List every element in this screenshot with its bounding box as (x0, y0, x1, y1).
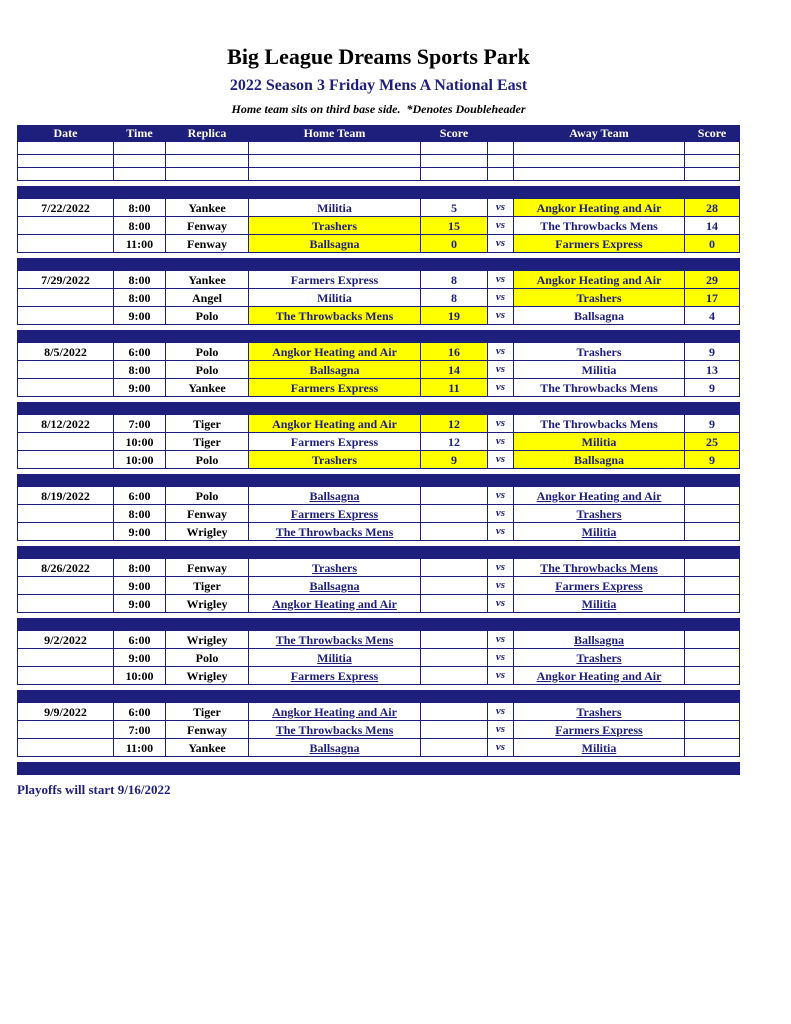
vs-cell: vs (488, 487, 514, 505)
replica-cell: Fenway (166, 505, 249, 523)
replica-cell: Polo (166, 451, 249, 469)
date-cell (18, 451, 114, 469)
away-team-cell (514, 155, 685, 168)
header-time: Time (114, 125, 166, 142)
away-score-cell: 9 (685, 451, 740, 469)
vs-cell: vs (488, 721, 514, 739)
time-cell: 6:00 (114, 631, 166, 649)
separator-row (17, 330, 740, 343)
schedule-row (17, 667, 740, 685)
away-team-cell: Trashers (514, 649, 685, 667)
separator-row (17, 474, 740, 487)
vs-cell: vs (488, 415, 514, 433)
date-cell: 8/12/2022 (18, 415, 114, 433)
time-cell (114, 168, 166, 181)
away-score-cell: 17 (685, 289, 740, 307)
time-cell: 8:00 (114, 289, 166, 307)
away-score-cell (685, 667, 740, 685)
home-score-cell: 8 (421, 271, 488, 289)
vs-cell: vs (488, 361, 514, 379)
away-team-cell: The Throwbacks Mens (514, 415, 685, 433)
time-cell: 10:00 (114, 667, 166, 685)
home-score-cell (421, 739, 488, 757)
schedule-row (17, 487, 740, 505)
home-team-cell: Farmers Express (249, 379, 421, 397)
home-team-cell: Angkor Heating and Air (249, 703, 421, 721)
home-team-cell: Ballsagna (249, 487, 421, 505)
date-cell (18, 739, 114, 757)
away-team-cell: Farmers Express (514, 235, 685, 253)
replica-cell (166, 168, 249, 181)
vs-cell: vs (488, 343, 514, 361)
schedule-row (17, 217, 740, 235)
schedule-row (17, 649, 740, 667)
away-score-cell (685, 721, 740, 739)
away-score-cell: 13 (685, 361, 740, 379)
away-score-cell: 9 (685, 343, 740, 361)
date-cell (18, 721, 114, 739)
replica-cell: Yankee (166, 379, 249, 397)
time-cell: 6:00 (114, 343, 166, 361)
away-team-cell: Trashers (514, 289, 685, 307)
replica-cell: Tiger (166, 433, 249, 451)
date-cell (18, 217, 114, 235)
time-cell: 11:00 (114, 235, 166, 253)
time-cell: 6:00 (114, 487, 166, 505)
vs-cell (488, 168, 514, 181)
home-score-cell (421, 595, 488, 613)
away-team-cell: Militia (514, 523, 685, 541)
time-cell: 10:00 (114, 433, 166, 451)
home-team-cell: Farmers Express (249, 271, 421, 289)
home-team-cell: Ballsagna (249, 361, 421, 379)
date-cell: 8/26/2022 (18, 559, 114, 577)
away-team-cell: Ballsagna (514, 307, 685, 325)
vs-cell: vs (488, 631, 514, 649)
empty-row (17, 155, 740, 168)
date-cell (18, 155, 114, 168)
vs-cell: vs (488, 649, 514, 667)
date-cell (18, 289, 114, 307)
home-score-cell (421, 649, 488, 667)
time-cell (114, 155, 166, 168)
away-team-cell: Trashers (514, 343, 685, 361)
home-score-cell (421, 505, 488, 523)
date-cell (18, 379, 114, 397)
replica-cell: Angel (166, 289, 249, 307)
vs-cell: vs (488, 271, 514, 289)
home-score-cell: 5 (421, 199, 488, 217)
schedule-row (17, 703, 740, 721)
home-team-cell: Angkor Heating and Air (249, 415, 421, 433)
vs-cell: vs (488, 577, 514, 595)
time-cell: 8:00 (114, 217, 166, 235)
date-cell (18, 307, 114, 325)
home-score-cell: 8 (421, 289, 488, 307)
home-score-cell (421, 667, 488, 685)
date-cell (18, 649, 114, 667)
away-team-cell: Militia (514, 739, 685, 757)
time-cell: 7:00 (114, 721, 166, 739)
replica-cell: Polo (166, 649, 249, 667)
playoffs-note: Playoffs will start 9/16/2022 (17, 782, 171, 797)
date-cell (18, 235, 114, 253)
empty-row (17, 142, 740, 155)
date-cell (18, 577, 114, 595)
home-team-cell: Trashers (249, 217, 421, 235)
home-team-cell (249, 142, 421, 155)
away-score-cell (685, 559, 740, 577)
vs-cell: vs (488, 289, 514, 307)
date-cell: 9/9/2022 (18, 703, 114, 721)
away-team-cell: Angkor Heating and Air (514, 199, 685, 217)
home-team-cell: Farmers Express (249, 433, 421, 451)
time-cell (114, 142, 166, 155)
away-team-cell: The Throwbacks Mens (514, 217, 685, 235)
time-cell: 9:00 (114, 595, 166, 613)
home-team-cell: Trashers (249, 451, 421, 469)
schedule-table-body (17, 142, 740, 775)
schedule-row (17, 379, 740, 397)
replica-cell: Polo (166, 361, 249, 379)
replica-cell: Fenway (166, 235, 249, 253)
date-cell: 8/5/2022 (18, 343, 114, 361)
away-score-cell (685, 595, 740, 613)
home-score-cell (421, 523, 488, 541)
schedule-row (17, 505, 740, 523)
home-team-cell: Farmers Express (249, 505, 421, 523)
date-cell (18, 667, 114, 685)
schedule-row (17, 343, 740, 361)
replica-cell (166, 155, 249, 168)
header-date: Date (18, 125, 114, 142)
away-score-cell (685, 577, 740, 595)
replica-cell: Polo (166, 487, 249, 505)
separator-row (17, 618, 740, 631)
vs-cell (488, 155, 514, 168)
replica-cell: Fenway (166, 217, 249, 235)
schedule-row (17, 559, 740, 577)
vs-cell: vs (488, 559, 514, 577)
schedule-row (17, 523, 740, 541)
home-score-cell (421, 703, 488, 721)
schedule-row (17, 307, 740, 325)
replica-cell: Fenway (166, 559, 249, 577)
date-cell: 9/2/2022 (18, 631, 114, 649)
home-score-cell: 19 (421, 307, 488, 325)
replica-cell (166, 142, 249, 155)
away-score-cell (685, 523, 740, 541)
date-cell: 7/22/2022 (18, 199, 114, 217)
schedule-row (17, 451, 740, 469)
schedule-row (17, 433, 740, 451)
time-cell: 10:00 (114, 451, 166, 469)
away-team-cell: Angkor Heating and Air (514, 667, 685, 685)
replica-cell: Yankee (166, 739, 249, 757)
vs-cell (488, 142, 514, 155)
away-score-cell (685, 739, 740, 757)
vs-cell: vs (488, 739, 514, 757)
home-score-cell (421, 487, 488, 505)
page-subtitle: 2022 Season 3 Friday Mens A National East (229, 77, 528, 94)
time-cell: 8:00 (114, 271, 166, 289)
replica-cell: Fenway (166, 721, 249, 739)
home-score-cell (421, 155, 488, 168)
page-title: Big League Dreams Sports Park (227, 44, 530, 69)
away-score-cell (685, 703, 740, 721)
away-score-cell: 9 (685, 415, 740, 433)
home-team-cell: The Throwbacks Mens (249, 307, 421, 325)
time-cell: 8:00 (114, 505, 166, 523)
home-score-cell (421, 721, 488, 739)
schedule-row (17, 739, 740, 757)
replica-cell: Polo (166, 343, 249, 361)
vs-cell: vs (488, 595, 514, 613)
away-team-cell: Farmers Express (514, 721, 685, 739)
schedule-row (17, 577, 740, 595)
home-score-cell: 12 (421, 415, 488, 433)
home-score-cell (421, 631, 488, 649)
home-team-cell: Angkor Heating and Air (249, 595, 421, 613)
home-score-cell (421, 168, 488, 181)
schedule-row (17, 289, 740, 307)
home-team-cell: Ballsagna (249, 235, 421, 253)
separator-row (17, 258, 740, 271)
schedule-row (17, 271, 740, 289)
vs-cell: vs (488, 199, 514, 217)
home-team-cell: Militia (249, 289, 421, 307)
header-away-team: Away Team (514, 125, 685, 142)
vs-cell: vs (488, 451, 514, 469)
away-score-cell (685, 155, 740, 168)
away-score-cell: 0 (685, 235, 740, 253)
home-score-cell: 12 (421, 433, 488, 451)
vs-cell: vs (488, 703, 514, 721)
date-cell (18, 523, 114, 541)
header-replica: Replica (166, 125, 249, 142)
schedule-row (17, 199, 740, 217)
home-score-cell: 0 (421, 235, 488, 253)
home-team-cell: Militia (249, 649, 421, 667)
date-cell: 8/19/2022 (18, 487, 114, 505)
note-line: Home team sits on third base side. *Denotes Doubleheader (231, 102, 526, 116)
replica-cell: Wrigley (166, 595, 249, 613)
away-score-cell: 14 (685, 217, 740, 235)
date-cell (18, 168, 114, 181)
away-team-cell (514, 168, 685, 181)
date-cell (18, 505, 114, 523)
away-team-cell: Militia (514, 361, 685, 379)
home-team-cell: The Throwbacks Mens (249, 721, 421, 739)
header-vs (488, 125, 514, 142)
home-team-cell: Ballsagna (249, 739, 421, 757)
home-score-cell: 11 (421, 379, 488, 397)
time-cell: 7:00 (114, 415, 166, 433)
date-cell: 7/29/2022 (18, 271, 114, 289)
replica-cell: Tiger (166, 703, 249, 721)
date-cell (18, 361, 114, 379)
home-team-cell: Farmers Express (249, 667, 421, 685)
away-team-cell: Angkor Heating and Air (514, 271, 685, 289)
home-team-cell (249, 155, 421, 168)
home-score-cell (421, 142, 488, 155)
replica-cell: Wrigley (166, 667, 249, 685)
header-away-score: Score (685, 125, 740, 142)
replica-cell: Yankee (166, 199, 249, 217)
home-score-cell: 9 (421, 451, 488, 469)
home-score-cell: 15 (421, 217, 488, 235)
home-team-cell: The Throwbacks Mens (249, 523, 421, 541)
away-score-cell: 29 (685, 271, 740, 289)
away-score-cell (685, 649, 740, 667)
home-team-cell: The Throwbacks Mens (249, 631, 421, 649)
vs-cell: vs (488, 307, 514, 325)
vs-cell: vs (488, 505, 514, 523)
away-score-cell (685, 487, 740, 505)
separator-row (17, 546, 740, 559)
away-score-cell (685, 505, 740, 523)
replica-cell: Wrigley (166, 631, 249, 649)
vs-cell: vs (488, 523, 514, 541)
away-score-cell: 4 (685, 307, 740, 325)
away-team-cell: Ballsagna (514, 631, 685, 649)
date-cell (18, 142, 114, 155)
time-cell: 8:00 (114, 361, 166, 379)
away-score-cell: 9 (685, 379, 740, 397)
replica-cell: Yankee (166, 271, 249, 289)
empty-row (17, 168, 740, 181)
date-cell (18, 433, 114, 451)
schedule-row (17, 361, 740, 379)
replica-cell: Tiger (166, 577, 249, 595)
away-team-cell: Angkor Heating and Air (514, 487, 685, 505)
date-cell (18, 595, 114, 613)
schedule-row (17, 595, 740, 613)
time-cell: 8:00 (114, 559, 166, 577)
away-team-cell: Trashers (514, 703, 685, 721)
schedule-row (17, 415, 740, 433)
time-cell: 6:00 (114, 703, 166, 721)
time-cell: 9:00 (114, 307, 166, 325)
away-score-cell (685, 631, 740, 649)
vs-cell: vs (488, 217, 514, 235)
away-team-cell: Ballsagna (514, 451, 685, 469)
time-cell: 9:00 (114, 379, 166, 397)
home-team-cell: Ballsagna (249, 577, 421, 595)
time-cell: 9:00 (114, 523, 166, 541)
away-team-cell: The Throwbacks Mens (514, 379, 685, 397)
time-cell: 11:00 (114, 739, 166, 757)
vs-cell: vs (488, 379, 514, 397)
schedule-row (17, 721, 740, 739)
home-team-cell: Militia (249, 199, 421, 217)
away-score-cell (685, 168, 740, 181)
separator-row (17, 762, 740, 775)
time-cell: 9:00 (114, 577, 166, 595)
away-team-cell: Farmers Express (514, 577, 685, 595)
home-team-cell: Angkor Heating and Air (249, 343, 421, 361)
time-cell: 9:00 (114, 649, 166, 667)
separator-row (17, 186, 740, 199)
header-home-score: Score (421, 125, 488, 142)
separator-row (17, 402, 740, 415)
schedule-row (17, 631, 740, 649)
home-team-cell (249, 168, 421, 181)
home-score-cell: 14 (421, 361, 488, 379)
away-team-cell: Trashers (514, 505, 685, 523)
home-score-cell: 16 (421, 343, 488, 361)
vs-cell: vs (488, 433, 514, 451)
page-header (17, 44, 740, 117)
schedule-row (17, 235, 740, 253)
away-team-cell: The Throwbacks Mens (514, 559, 685, 577)
away-team-cell: Militia (514, 595, 685, 613)
replica-cell: Tiger (166, 415, 249, 433)
schedule-table (17, 125, 740, 775)
time-cell: 8:00 (114, 199, 166, 217)
table-header-row (17, 125, 740, 142)
home-score-cell (421, 559, 488, 577)
header-home-team: Home Team (249, 125, 421, 142)
away-score-cell (685, 142, 740, 155)
replica-cell: Polo (166, 307, 249, 325)
separator-row (17, 690, 740, 703)
away-team-cell: Militia (514, 433, 685, 451)
away-score-cell: 28 (685, 199, 740, 217)
vs-cell: vs (488, 235, 514, 253)
home-score-cell (421, 577, 488, 595)
away-team-cell (514, 142, 685, 155)
vs-cell: vs (488, 667, 514, 685)
replica-cell: Wrigley (166, 523, 249, 541)
away-score-cell: 25 (685, 433, 740, 451)
home-team-cell: Trashers (249, 559, 421, 577)
